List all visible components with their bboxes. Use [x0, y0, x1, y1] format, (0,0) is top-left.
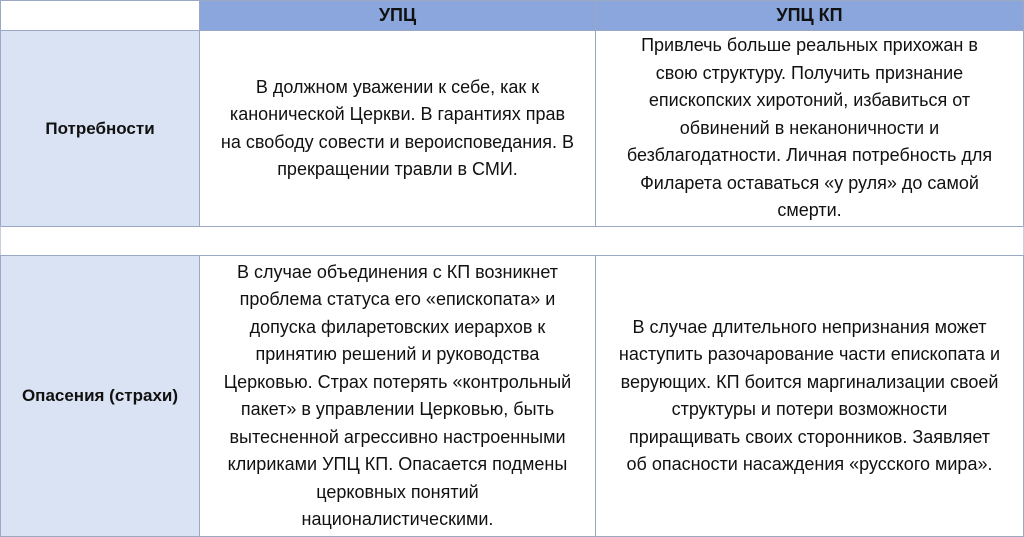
needs-upc-text: В должном уважении к себе, как к канонической Церкви. В гарантиях прав на свободу совести и вероисповедания. В прекращении травли в СМИ.	[220, 76, 575, 179]
row-header-fears-label: Опасения (страхи)	[21, 386, 179, 406]
header-corner-cell	[0, 0, 200, 31]
needs-upc-kp-cell	[595, 30, 1024, 227]
row-header-needs-label: Потребности	[45, 118, 155, 138]
fears-upc-text: В случае объединения с КП возникнет проблема статуса его «епископата» и допуска филаретовских иерархов к принятию решений и руководства Церковью. Страх потерять «контрольный пакет» в управлении Церковью, быть вытесненной агрессивно настроенными клириками УПЦ КП. Опасается подмены церковных понятий националистическими.	[223, 261, 572, 529]
needs-upc-kp-text: Привлечь больше реальных прихожан в свою структуру. Получить признание епископских хиротоний, избавиться от обвинений в неканоничности и безблагодатности. Личная потребность для Филарета оставаться «у руля» до самой смерти.	[626, 35, 993, 221]
fears-upc-cell	[199, 255, 596, 537]
row-header-fears	[0, 255, 200, 537]
fears-upc-kp-text: В случае длительного непризнания может наступить разочарование части епископата и верующих. КП боится маргинализации своей структуры и потери возможности приращивать своих сторонников. Заявляет об опасности насаждения «русского мира».	[618, 316, 1001, 474]
column-header-upc	[199, 0, 596, 31]
column-header-upc-kp-label: УПЦ КП	[776, 4, 843, 25]
fears-upc-kp-cell	[595, 255, 1024, 537]
column-header-upc-kp	[595, 0, 1024, 31]
row-header-needs	[0, 30, 200, 227]
column-header-upc-label: УПЦ	[378, 4, 417, 25]
needs-upc-cell	[199, 30, 596, 227]
row-separator	[0, 226, 1024, 256]
